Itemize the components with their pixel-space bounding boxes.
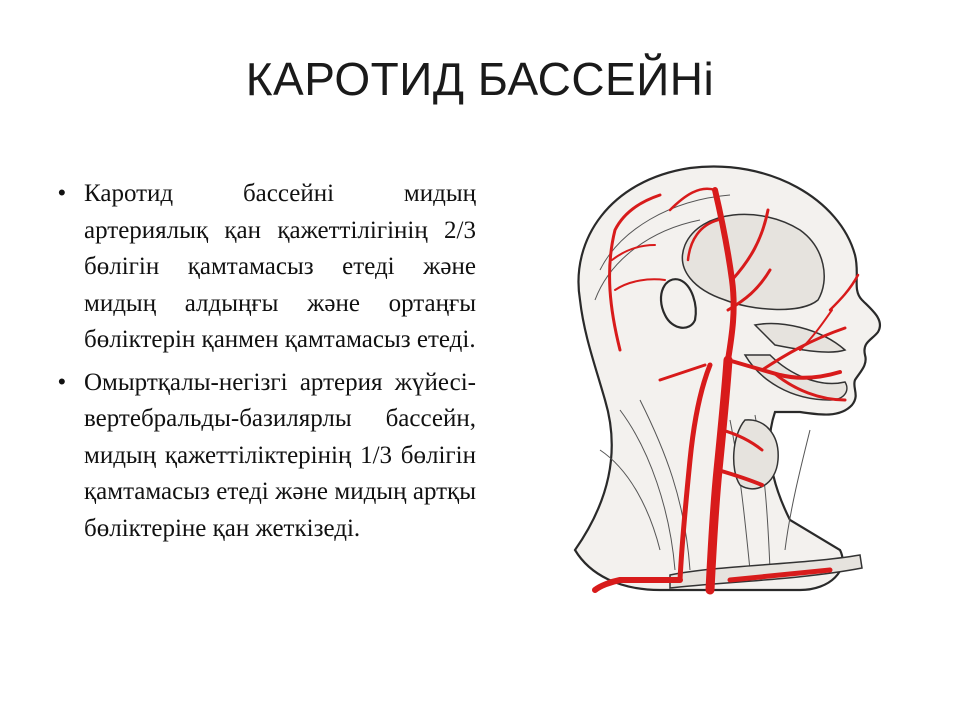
head-neck-arteries-illustration [500,150,920,610]
slide-title: КАРОТИД БАССЕЙНі [245,53,715,105]
bullet-list [58,176,476,553]
bullet-carotid: • Каротид бассейні мидың артериялық қан қажеттілігінің 2/3 бөлігін қамтамасыз етеді және мидың алдыңғы және ортаңғы бөліктерін қанмен қамтамасыз етеді. [58,176,476,359]
bullet-vertebrobasilar: • Омыртқалы-негізгі артерия жүйесі-вертебральды-базилярлы бассейн, мидың қажеттіліктерінің 1/3 бөлігін қамтамасыз етеді және мидың артқы бөліктеріне қан жеткізеді. [58,365,476,548]
